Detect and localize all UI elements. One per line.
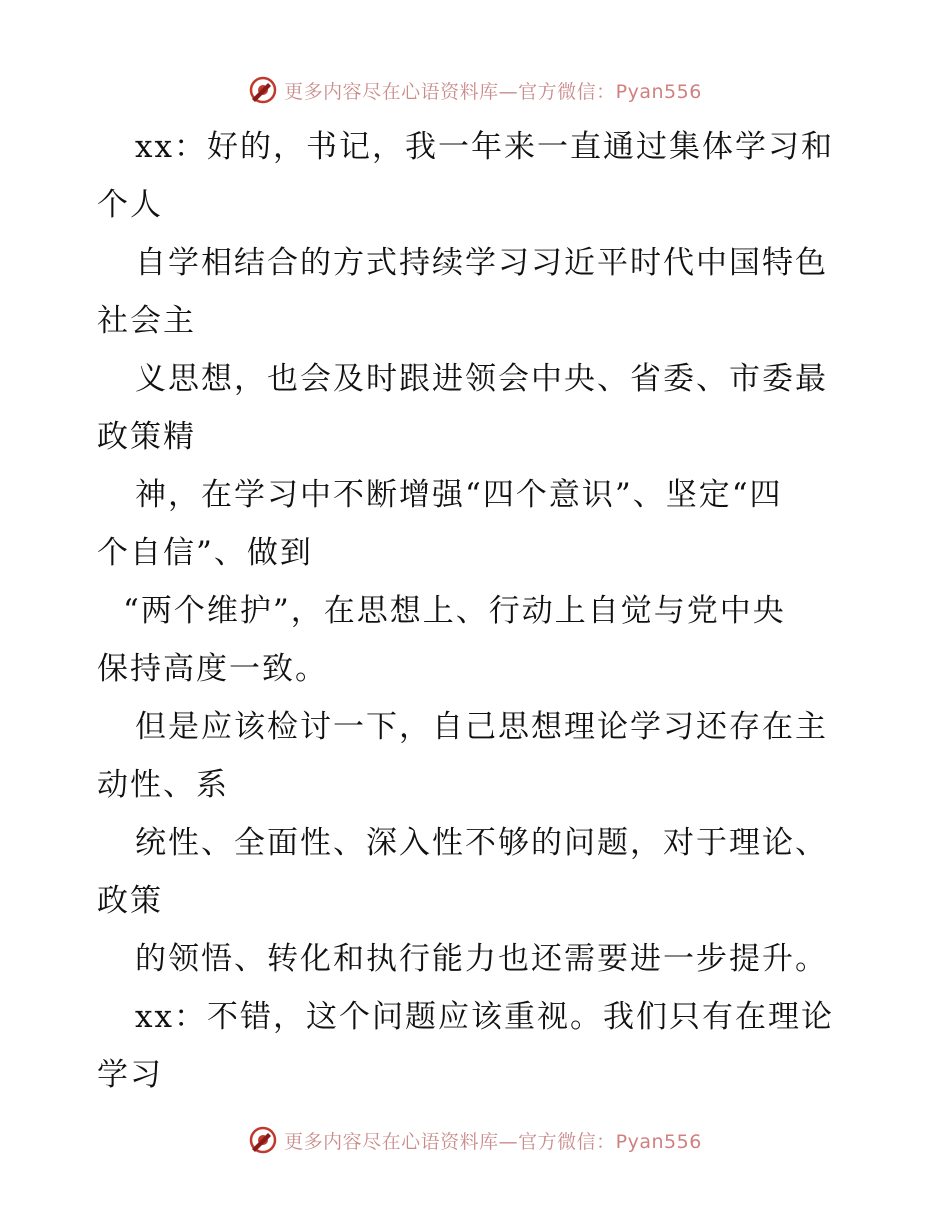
text-line: 义思想，也会及时跟进领会中央、省委、市委最 [135,361,828,397]
text-line: xx：好的，书记，我一年来一直通过集体学习和 [135,129,834,165]
text-line: 动性、系 [97,767,229,803]
pen-logo-icon [248,1125,278,1155]
text-line: 社会主 [97,303,196,339]
text-line: 个自信”、做到 [97,535,313,571]
pen-logo-icon [248,75,278,105]
footer-watermark [0,1120,950,1160]
watermark-text: 更多内容尽在心语资料库—官方微信： [284,80,616,103]
text-line: 保持高度一致。 [97,651,328,687]
text-line: 政策 [97,883,163,919]
watermark-wechat-id: Pyan556 [615,1130,702,1153]
text-line: 神，在学习中不断增强“四个意识”、坚定“四 [135,477,783,513]
watermark-text: 更多内容尽在心语资料库—官方微信： [284,1130,616,1153]
text-line: 自学相结合的方式持续学习习近平时代中国特色 [135,245,828,281]
text-line: 政策精 [97,419,196,455]
text-line: 个人 [97,187,163,223]
watermark-wechat-id: Pyan556 [615,80,702,103]
header-watermark [0,70,950,110]
text-line: 统性、全面性、深入性不够的问题，对于理论、 [135,825,828,861]
document-body [97,118,857,1104]
text-line: xx：不错，这个问题应该重视。我们只有在理论 [135,999,834,1035]
text-line: 学习 [97,1057,163,1093]
text-line: “两个维护”，在思想上、行动上自觉与党中央 [123,593,786,629]
text-line: 的领悟、转化和执行能力也还需要进一步提升。 [135,941,828,977]
text-line: 但是应该检讨一下，自己思想理论学习还存在主 [135,709,828,745]
